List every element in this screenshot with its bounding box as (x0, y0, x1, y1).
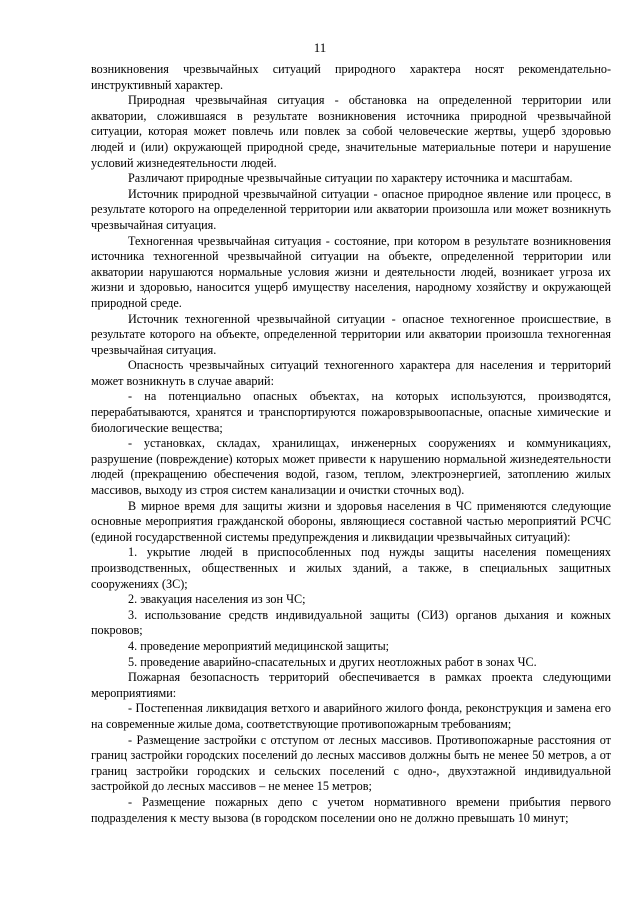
paragraph-natural-source-definition: Источник природной чрезвычайной ситуации - опасное природное явление или процесс, в результате которого на определенной территории или акватории произошла или может возникнуть чрезвычайная ситуация. (91, 186, 611, 232)
list-item-hazardous-objects: - на потенциально опасных объектах, на которых используются, производятся, перерабатываются, хранятся и транспортируются пожаровзрывоопасные, опасные химические и биологические вещества; (91, 389, 611, 435)
list-item-housing-replacement: - Постепенная ликвидация ветхого и аварийного жилого фонда, реконструкция и замена его на современные жилые дома, соответствующие противопожарным требованиям; (91, 701, 611, 731)
list-item-evacuation: 2. эвакуация населения из зон ЧС; (128, 592, 306, 607)
paragraph-natural-emergency-classification: Различают природные чрезвычайные ситуации по характеру источника и масштабам. (128, 171, 573, 186)
paragraph-technogenic-danger: Опасность чрезвычайных ситуаций техногенного характера для населения и территорий может возникнуть в случае аварий: (91, 358, 611, 388)
paragraph-technogenic-source-definition: Источник техногенной чрезвычайной ситуации - опасное техногенное происшествие, в результате которого на объекте, определенной территории или акватории произошла техногенная чрезвычайная ситуация. (91, 311, 611, 357)
list-item-shelter: 1. укрытие людей в приспособленных под нужды защиты населения помещениях производственных, общественных и жилых зданий, а также, в специальных защитных сооружениях (ЗС); (91, 545, 611, 591)
page-number: 11 (313, 40, 327, 55)
list-item-fire-depots: - Размещение пожарных депо с учетом нормативного времени прибытия первого подразделения к месту вызова (в городском поселении оно не должно превышать 10 минут; (91, 794, 611, 825)
paragraph-fire-safety: Пожарная безопасность территорий обеспечивается в рамках проекта следующими мероприятиями: (91, 670, 611, 700)
paragraph-natural-emergency-definition: Природная чрезвычайная ситуация - обстановка на определенной территории или акватории, сложившаяся в результате возникновения источника природной чрезвычайной ситуации, которая может повлечь или повлек за собой человеческие жертвы, ущерб здоровью людей и (или) окружающей природной среде, значительные материальные потери и нарушение условий жизнедеятельности людей. (91, 93, 611, 170)
paragraph-intro-continuation: возникновения чрезвычайных ситуаций природного характера носят рекомендательно-инструктивный характер. (91, 62, 611, 92)
paragraph-civil-defense-measures: В мирное время для защиты жизни и здоровья населения в ЧС применяются следующие основные мероприятия гражданской обороны, являющиеся составной частью мероприятий РСЧС (единой государственной системы предупреждения и ликвидации чрезвычайных ситуаций): (91, 498, 611, 544)
paragraph-technogenic-emergency-definition: Техногенная чрезвычайная ситуация - состояние, при котором в результате возникновения источника техногенной чрезвычайной ситуации на объекте, определенной территории или акватории нарушаются нормальные условия жизни и деятельности людей, возникает угроза их жизни и здоровью, наносится ущерб имуществу населения, народному хозяйству и окружающей природной среде. (91, 233, 611, 310)
list-item-forest-setback: - Размещение застройки с отступом от лесных массивов. Противопожарные расстояния от границ застройки городских поселений до лесных массивов должны быть не менее 50 метров, а от границ застройки городских и сельских поселений с одно-, двухэтажной индивидуальной застройкой до лесных массивов – не менее 15 метров; (91, 732, 611, 794)
list-item-protective-equipment: 3. использование средств индивидуальной защиты (СИЗ) органов дыхания и кожных покровов; (91, 607, 611, 638)
list-item-rescue-works: 5. проведение аварийно-спасательных и других неотложных работ в зонах ЧС. (128, 654, 537, 669)
body-text (91, 62, 611, 826)
list-item-medical-protection: 4. проведение мероприятий медицинской защиты; (128, 638, 390, 653)
list-item-installations: - установках, складах, хранилищах, инженерных сооружениях и коммуникациях, разрушение (повреждение) которых может привести к нарушению нормальной жизнедеятельности людей (прекращению обеспечения водой, газом, теплом, электроэнергией, затоплению жилых массивов, выходу из строя систем канализации и очистки сточных вод). (91, 436, 611, 498)
